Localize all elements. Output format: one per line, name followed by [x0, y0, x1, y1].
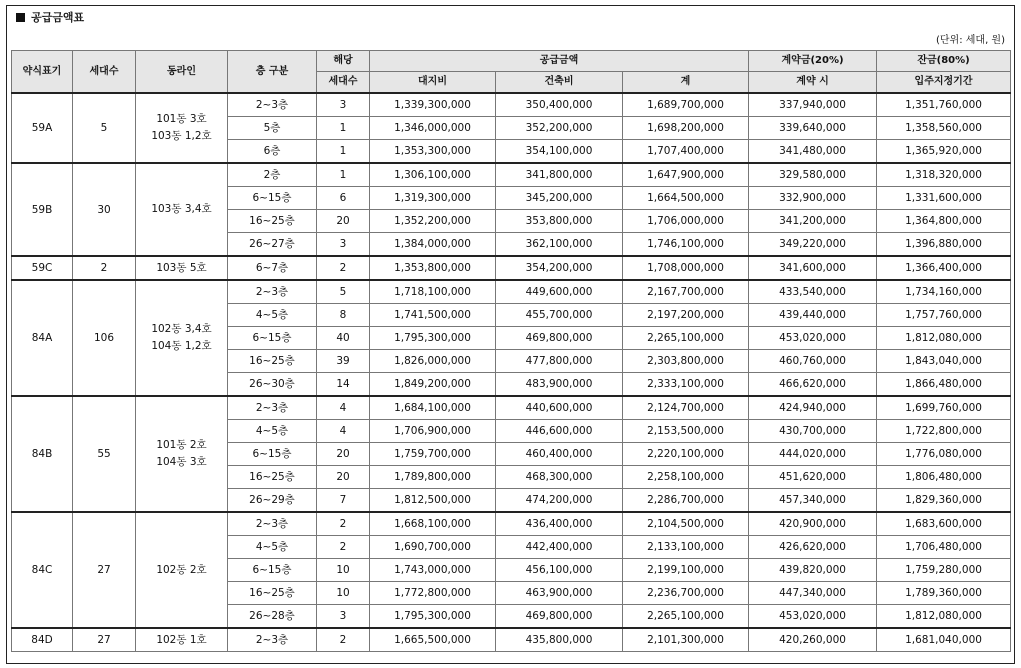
dong-line-text: 102동 2호: [156, 563, 207, 576]
contract-cell: 430,700,000: [749, 420, 877, 443]
count-cell: 3: [317, 605, 370, 629]
balance-cell: 1,364,800,000: [877, 210, 1011, 233]
contract-cell: 453,020,000: [749, 327, 877, 350]
total-cell: 2,124,700,000: [623, 396, 749, 420]
total-cell: 2,104,500,000: [623, 512, 749, 536]
contract-cell: 424,940,000: [749, 396, 877, 420]
total-cell: 2,258,100,000: [623, 466, 749, 489]
contract-cell: 447,340,000: [749, 582, 877, 605]
land-cell: 1,743,000,000: [370, 559, 496, 582]
units-cell: 27: [73, 512, 136, 628]
floor-cell: 4~5층: [228, 536, 317, 559]
floor-cell: 6~15층: [228, 187, 317, 210]
land-cell: 1,812,500,000: [370, 489, 496, 513]
balance-cell: 1,789,360,000: [877, 582, 1011, 605]
balance-cell: 1,318,320,000: [877, 163, 1011, 187]
land-cell: 1,690,700,000: [370, 536, 496, 559]
building-cell: 354,100,000: [496, 140, 623, 164]
dong-line-text: 101동 2호: [156, 439, 207, 451]
floor-cell: 26~30층: [228, 373, 317, 397]
floor-cell: 16~25층: [228, 466, 317, 489]
type-cell: 84D: [12, 628, 73, 652]
floor-cell: 6층: [228, 140, 317, 164]
floor-cell: 26~28층: [228, 605, 317, 629]
count-cell: 1: [317, 117, 370, 140]
total-cell: 2,333,100,000: [623, 373, 749, 397]
balance-cell: 1,396,880,000: [877, 233, 1011, 257]
count-cell: 4: [317, 396, 370, 420]
table-row: [12, 628, 1011, 652]
dong-line-cell: [136, 512, 228, 628]
contract-cell: 341,600,000: [749, 256, 877, 280]
header-total: 계: [623, 72, 749, 94]
floor-cell: 6~7층: [228, 256, 317, 280]
count-cell: 20: [317, 443, 370, 466]
header-supply-price: 공급금액: [370, 51, 749, 72]
count-cell: 20: [317, 466, 370, 489]
square-bullet-icon: [16, 13, 25, 22]
land-cell: 1,718,100,000: [370, 280, 496, 304]
balance-cell: 1,812,080,000: [877, 605, 1011, 629]
count-cell: 39: [317, 350, 370, 373]
building-cell: 436,400,000: [496, 512, 623, 536]
land-cell: 1,353,300,000: [370, 140, 496, 164]
count-cell: 10: [317, 559, 370, 582]
header-contract-top: 계약금(20%): [749, 51, 877, 72]
count-cell: 8: [317, 304, 370, 327]
contract-cell: 466,620,000: [749, 373, 877, 397]
balance-cell: 1,699,760,000: [877, 396, 1011, 420]
units-cell: 55: [73, 396, 136, 512]
building-cell: 352,200,000: [496, 117, 623, 140]
count-cell: 7: [317, 489, 370, 513]
building-cell: 449,600,000: [496, 280, 623, 304]
dong-line-cell: [136, 396, 228, 512]
total-cell: 2,153,500,000: [623, 420, 749, 443]
table-row: [12, 256, 1011, 280]
count-cell: 1: [317, 163, 370, 187]
floor-cell: 16~25층: [228, 210, 317, 233]
building-cell: 455,700,000: [496, 304, 623, 327]
balance-cell: 1,722,800,000: [877, 420, 1011, 443]
header-balance-top: 잔금(80%): [877, 51, 1011, 72]
header-land: 대지비: [370, 72, 496, 94]
contract-cell: 341,200,000: [749, 210, 877, 233]
header-floor: 층 구분: [228, 51, 317, 94]
building-cell: 483,900,000: [496, 373, 623, 397]
header-applicable-top: 해당: [317, 51, 370, 72]
count-cell: 3: [317, 93, 370, 117]
table-row: [12, 396, 1011, 420]
total-cell: 1,689,700,000: [623, 93, 749, 117]
land-cell: 1,353,800,000: [370, 256, 496, 280]
unit-note: (단위: 세대, 원): [935, 35, 1005, 46]
contract-cell: 439,820,000: [749, 559, 877, 582]
building-cell: 353,800,000: [496, 210, 623, 233]
contract-cell: 433,540,000: [749, 280, 877, 304]
floor-cell: 4~5층: [228, 420, 317, 443]
total-cell: 1,664,500,000: [623, 187, 749, 210]
total-cell: 1,707,400,000: [623, 140, 749, 164]
table-header: [12, 51, 1011, 94]
count-cell: 1: [317, 140, 370, 164]
dong-line-text: 104동 3호: [156, 456, 207, 468]
balance-cell: 1,706,480,000: [877, 536, 1011, 559]
floor-cell: 2~3층: [228, 512, 317, 536]
dong-line-text: 103동 5호: [156, 261, 207, 274]
land-cell: 1,346,000,000: [370, 117, 496, 140]
balance-cell: 1,759,280,000: [877, 559, 1011, 582]
building-cell: 469,800,000: [496, 327, 623, 350]
floor-cell: 5층: [228, 117, 317, 140]
contract-cell: 426,620,000: [749, 536, 877, 559]
contract-cell: 460,760,000: [749, 350, 877, 373]
total-cell: 2,286,700,000: [623, 489, 749, 513]
units-cell: 5: [73, 93, 136, 163]
units-cell: 30: [73, 163, 136, 256]
building-cell: 442,400,000: [496, 536, 623, 559]
header-dong-line: 동라인: [136, 51, 228, 94]
total-cell: 1,746,100,000: [623, 233, 749, 257]
type-cell: 84A: [12, 280, 73, 396]
dong-line-text: 103동 3,4호: [151, 203, 212, 215]
total-cell: 1,647,900,000: [623, 163, 749, 187]
floor-cell: 2~3층: [228, 93, 317, 117]
count-cell: 6: [317, 187, 370, 210]
total-cell: 2,199,100,000: [623, 559, 749, 582]
contract-cell: 451,620,000: [749, 466, 877, 489]
floor-cell: 2~3층: [228, 280, 317, 304]
building-cell: 468,300,000: [496, 466, 623, 489]
table-row: [12, 512, 1011, 536]
contract-cell: 453,020,000: [749, 605, 877, 629]
contract-cell: 420,260,000: [749, 628, 877, 652]
dong-line-text: 103동 1,2호: [151, 130, 212, 142]
floor-cell: 6~15층: [228, 443, 317, 466]
contract-cell: 457,340,000: [749, 489, 877, 513]
table-row: [12, 280, 1011, 304]
floor-cell: 16~25층: [228, 350, 317, 373]
land-cell: 1,795,300,000: [370, 327, 496, 350]
page-title-text: 공급금액표: [31, 11, 85, 24]
land-cell: 1,795,300,000: [370, 605, 496, 629]
dong-line-text: 102동 3,4호: [151, 323, 212, 335]
floor-cell: 2층: [228, 163, 317, 187]
units-cell: 2: [73, 256, 136, 280]
dong-line-cell: [136, 628, 228, 652]
total-cell: 2,236,700,000: [623, 582, 749, 605]
land-cell: 1,741,500,000: [370, 304, 496, 327]
supply-price-table: [11, 50, 1011, 652]
units-cell: 27: [73, 628, 136, 652]
balance-cell: 1,351,760,000: [877, 93, 1011, 117]
total-cell: 1,706,000,000: [623, 210, 749, 233]
building-cell: 362,100,000: [496, 233, 623, 257]
type-cell: 59B: [12, 163, 73, 256]
units-cell: 106: [73, 280, 136, 396]
header-contract-bottom: 계약 시: [749, 72, 877, 94]
land-cell: 1,319,300,000: [370, 187, 496, 210]
total-cell: 2,220,100,000: [623, 443, 749, 466]
header-balance-bottom: 입주지정기간: [877, 72, 1011, 94]
count-cell: 10: [317, 582, 370, 605]
land-cell: 1,789,800,000: [370, 466, 496, 489]
land-cell: 1,706,900,000: [370, 420, 496, 443]
header-units: 세대수: [73, 51, 136, 94]
total-cell: 1,698,200,000: [623, 117, 749, 140]
balance-cell: 1,365,920,000: [877, 140, 1011, 164]
dong-line-cell: [136, 256, 228, 280]
floor-cell: 16~25층: [228, 582, 317, 605]
building-cell: 341,800,000: [496, 163, 623, 187]
land-cell: 1,849,200,000: [370, 373, 496, 397]
balance-cell: 1,806,480,000: [877, 466, 1011, 489]
total-cell: 2,197,200,000: [623, 304, 749, 327]
building-cell: 446,600,000: [496, 420, 623, 443]
land-cell: 1,665,500,000: [370, 628, 496, 652]
balance-cell: 1,734,160,000: [877, 280, 1011, 304]
balance-cell: 1,829,360,000: [877, 489, 1011, 513]
balance-cell: 1,866,480,000: [877, 373, 1011, 397]
count-cell: 20: [317, 210, 370, 233]
header-building: 건축비: [496, 72, 623, 94]
table-row: [12, 163, 1011, 187]
count-cell: 40: [317, 327, 370, 350]
total-cell: 2,133,100,000: [623, 536, 749, 559]
contract-cell: 439,440,000: [749, 304, 877, 327]
land-cell: 1,772,800,000: [370, 582, 496, 605]
building-cell: 435,800,000: [496, 628, 623, 652]
land-cell: 1,352,200,000: [370, 210, 496, 233]
count-cell: 3: [317, 233, 370, 257]
count-cell: 2: [317, 512, 370, 536]
building-cell: 350,400,000: [496, 93, 623, 117]
land-cell: 1,339,300,000: [370, 93, 496, 117]
contract-cell: 337,940,000: [749, 93, 877, 117]
balance-cell: 1,757,760,000: [877, 304, 1011, 327]
total-cell: 2,167,700,000: [623, 280, 749, 304]
total-cell: 1,708,000,000: [623, 256, 749, 280]
land-cell: 1,306,100,000: [370, 163, 496, 187]
total-cell: 2,265,100,000: [623, 605, 749, 629]
table-body: [12, 93, 1011, 652]
land-cell: 1,384,000,000: [370, 233, 496, 257]
balance-cell: 1,812,080,000: [877, 327, 1011, 350]
contract-cell: 349,220,000: [749, 233, 877, 257]
total-cell: 2,265,100,000: [623, 327, 749, 350]
building-cell: 469,800,000: [496, 605, 623, 629]
dong-line-text: 101동 3호: [156, 113, 207, 125]
contract-cell: 341,480,000: [749, 140, 877, 164]
balance-cell: 1,843,040,000: [877, 350, 1011, 373]
count-cell: 14: [317, 373, 370, 397]
balance-cell: 1,331,600,000: [877, 187, 1011, 210]
building-cell: 456,100,000: [496, 559, 623, 582]
balance-cell: 1,683,600,000: [877, 512, 1011, 536]
land-cell: 1,826,000,000: [370, 350, 496, 373]
floor-cell: 4~5층: [228, 304, 317, 327]
balance-cell: 1,366,400,000: [877, 256, 1011, 280]
count-cell: 4: [317, 420, 370, 443]
page-title: [16, 9, 84, 25]
building-cell: 474,200,000: [496, 489, 623, 513]
dong-line-text: 104동 1,2호: [151, 340, 212, 352]
floor-cell: 6~15층: [228, 559, 317, 582]
contract-cell: 420,900,000: [749, 512, 877, 536]
land-cell: 1,668,100,000: [370, 512, 496, 536]
building-cell: 345,200,000: [496, 187, 623, 210]
building-cell: 460,400,000: [496, 443, 623, 466]
building-cell: 477,800,000: [496, 350, 623, 373]
land-cell: 1,759,700,000: [370, 443, 496, 466]
building-cell: 440,600,000: [496, 396, 623, 420]
land-cell: 1,684,100,000: [370, 396, 496, 420]
count-cell: 2: [317, 628, 370, 652]
balance-cell: 1,681,040,000: [877, 628, 1011, 652]
building-cell: 354,200,000: [496, 256, 623, 280]
type-cell: 59C: [12, 256, 73, 280]
dong-line-cell: [136, 163, 228, 256]
balance-cell: 1,358,560,000: [877, 117, 1011, 140]
contract-cell: 332,900,000: [749, 187, 877, 210]
header-type: 약식표기: [12, 51, 73, 94]
contract-cell: 339,640,000: [749, 117, 877, 140]
dong-line-text: 102동 1호: [156, 633, 207, 646]
floor-cell: 2~3층: [228, 628, 317, 652]
floor-cell: 26~27층: [228, 233, 317, 257]
table-row: [12, 93, 1011, 117]
dong-line-cell: [136, 280, 228, 396]
header-applicable-bottom: 세대수: [317, 72, 370, 94]
balance-cell: 1,776,080,000: [877, 443, 1011, 466]
type-cell: 84B: [12, 396, 73, 512]
count-cell: 2: [317, 256, 370, 280]
floor-cell: 6~15층: [228, 327, 317, 350]
dong-line-cell: [136, 93, 228, 163]
building-cell: 463,900,000: [496, 582, 623, 605]
floor-cell: 26~29층: [228, 489, 317, 513]
total-cell: 2,303,800,000: [623, 350, 749, 373]
count-cell: 5: [317, 280, 370, 304]
floor-cell: 2~3층: [228, 396, 317, 420]
type-cell: 84C: [12, 512, 73, 628]
contract-cell: 444,020,000: [749, 443, 877, 466]
total-cell: 2,101,300,000: [623, 628, 749, 652]
contract-cell: 329,580,000: [749, 163, 877, 187]
type-cell: 59A: [12, 93, 73, 163]
count-cell: 2: [317, 536, 370, 559]
